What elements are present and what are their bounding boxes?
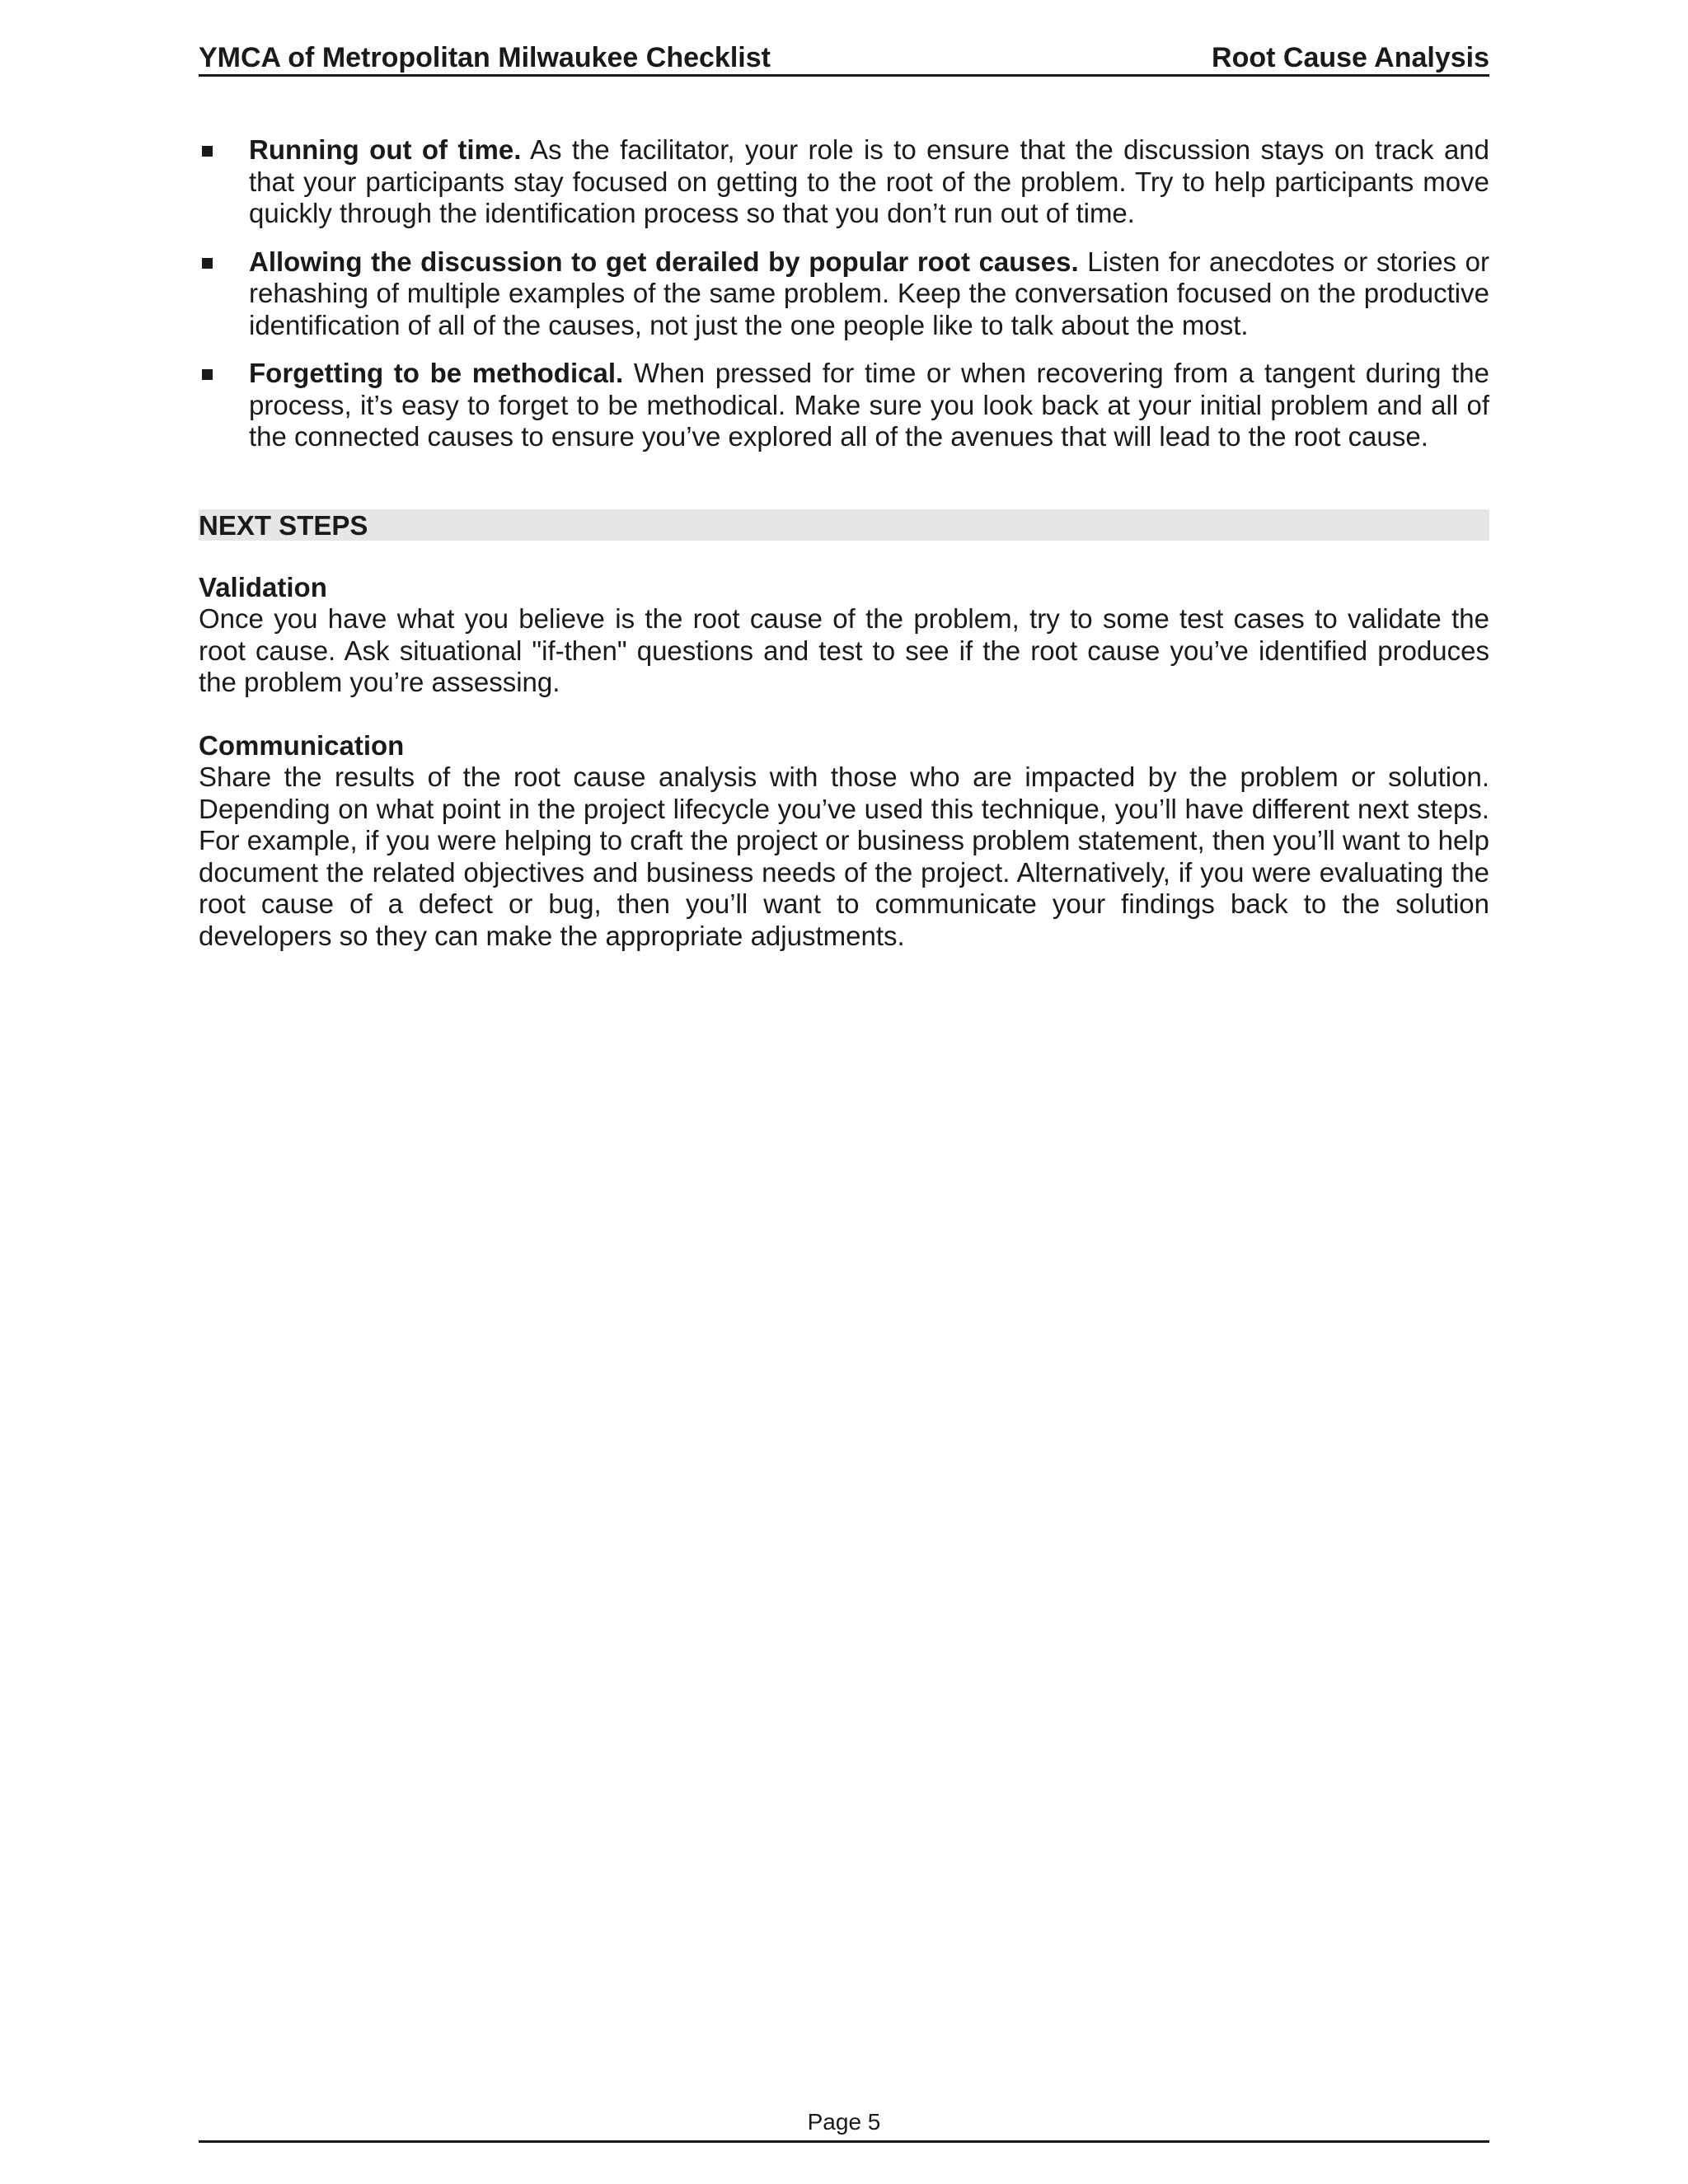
list-item-text: As the facilitator, your role is to ensure that the discussion stays on track and that your participants stay focused on getting to the root of the problem. Try to help participants move quickly through the identification process so that you don’t run out of time. (249, 134, 1489, 228)
header-document-title: Root Cause Analysis (1212, 42, 1489, 73)
list-item-title: Forgetting to be methodical. (249, 358, 624, 388)
communication-paragraph: Share the results of the root cause analysis with those who are impacted by the problem or solution. Depending on what point in the project lifecycle you’ve used this technique, you’ll have different next steps. For example, if you were helping to craft the project or business problem statement, then you’ll want to help document the related objectives and business needs of the project. Alternatively, if you were evaluating the root cause of a defect or bug, then you’ll want to communicate your findings back to the solution developers so they can make the appropriate adjustments. (199, 762, 1489, 951)
page-number: Page 5 (807, 2109, 881, 2135)
square-bullet-icon (202, 146, 213, 157)
page-header (199, 40, 1489, 77)
square-bullet-icon (202, 369, 213, 380)
list-item (199, 246, 1489, 342)
list-item-title: Running out of time. (249, 134, 522, 165)
header-organization-title: YMCA of Metropolitan Milwaukee Checklist (199, 42, 771, 73)
validation-paragraph: Once you have what you believe is the root cause of the problem, try to some test cases to validate the root cause. Ask situational "if-then" questions and test to see if the root cause you’ve identified produces the problem you’re assessing. (199, 603, 1489, 697)
page-footer (199, 2107, 1489, 2143)
list-item (199, 358, 1489, 453)
pitfalls-list (199, 134, 1489, 453)
square-bullet-icon (202, 258, 213, 269)
list-item-text: When pressed for time or when recovering from a tangent during the process, it’s easy to forget to be methodical. Make sure you look back at your initial problem and all of the connected causes to ensure you’ve explored all of the avenues that will lead to the root cause. (249, 358, 1490, 452)
list-item-title: Allowing the discussion to get derailed by popular root causes. (249, 246, 1079, 277)
communication-heading: Communication (199, 729, 405, 761)
list-item-text: Listen for anecdotes or stories or rehashing of multiple examples of the same problem. Keep the conversation focused on the productive identification of all of the causes, not just the one people like to talk about the most. (249, 246, 1489, 340)
list-item (199, 134, 1489, 230)
validation-heading: Validation (199, 571, 327, 602)
page-content (199, 134, 1489, 952)
section-heading-next-steps: NEXT STEPS (199, 509, 1489, 541)
